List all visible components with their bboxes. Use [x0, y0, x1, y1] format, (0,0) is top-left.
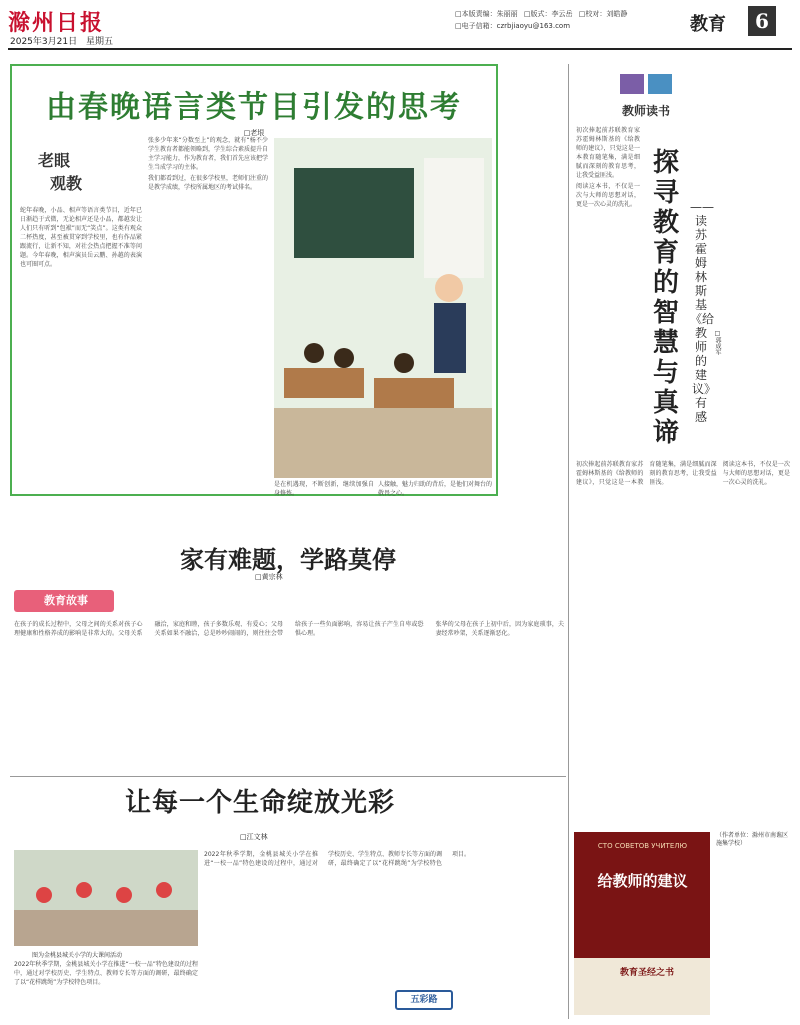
paragraph: 张多少年来“分数至上”的观念，就有“杨不少学生教育者都能领略到，学生综合素质提升自主学习能力，作为教育者，我们首先应该把学生当成学习的主体。: [148, 137, 269, 171]
book-icon: [616, 70, 676, 98]
logo-main: 老眼: [38, 151, 71, 170]
paper-name: 滁州日报: [8, 10, 105, 36]
proof-text: □校对：刘皓静: [578, 10, 628, 18]
paragraph: 是在机遇现，不断创新，继续加强自身修炼。: [274, 481, 374, 497]
article-1-col-1: [20, 206, 142, 491]
book-badge: 教育圣经之书: [620, 968, 675, 978]
column-divider: [568, 64, 569, 1019]
paragraph: 阅读这本书，不仅是一次与大师的思想对话，更是一次心灵的洗礼。: [722, 461, 790, 486]
article-1-col-4: [378, 480, 493, 497]
right-article-subtitle: ——读苏霍姆林斯基《给教师的建议》有感: [690, 200, 715, 424]
article-1-title: 由春晚语言类节目引发的思考: [46, 90, 462, 125]
paragraph: 人接触，魅力归助的背后，是他们对舞台的敬畏之心。: [378, 481, 493, 497]
book-title: 给教师的建议: [597, 872, 688, 890]
paragraph: 初次捧起前苏联教育家苏霍姆林斯基的《给教师的建议》，只觉这是一本教育随笔集，满是细腻而深刻的教育思考，让我受益匪浅。: [576, 461, 717, 486]
logo-sub: 观教: [50, 174, 83, 193]
weekday-text: 星期五: [85, 37, 113, 47]
reading-header: [586, 70, 706, 120]
article-1-author: □老垠: [243, 129, 265, 137]
section-title: 教育: [690, 14, 726, 35]
issue-date: [10, 34, 113, 47]
photo-caption: 图为金桃县城关小学的大课间活动: [32, 952, 123, 959]
article-2-author: □黄宗林: [255, 573, 283, 581]
article-3-text: [14, 960, 198, 1020]
paragraph: 初次捧起前苏联教育家苏霍姆林斯基的《给教师的建议》，只觉这是一本教育随笔集，满是细腻而深刻的教育思考，让我受益匪浅。: [576, 127, 640, 179]
column-logo: [38, 148, 108, 198]
article-3-author: □江文林: [240, 833, 268, 841]
article-1-col-3: [274, 480, 374, 497]
paragraph: 在孩子的成长过程中，父母之间的关系对孩子心理健康和性格养成的影响是非常大的。父母关系融洽，家庭和睦，孩子多数乐观、有爱心；父母关系如果不融洽，总是吵吵闹闹的，则往往会带给孩子一些负面影响，容易让孩子产生自卑或恐惧心理。: [14, 621, 424, 637]
reading-header-label: 教师读书: [621, 104, 670, 118]
paragraph: 蛇年春晚，小品、相声等语言类节目，近年已日渐趋于式微，无论相声还是小品，都越发让人们只有听到“包袱”而无“笑点”。这类有观众二杯热度，甚至被贯穿到学校里，也有作品紧跟流行，让新不知，对社会热点把握不准等问题。今年春晚，相声演员岳云鹏、孙越的表演也可圈可点。: [20, 207, 142, 268]
book-russian-title: СТО СОВЕТОВ УЧИТЕЛЮ: [597, 842, 688, 850]
editor-text: □本版责编：朱丽丽: [455, 10, 518, 18]
email-text: □电子信箱：czrbjiaoyu@163.com: [455, 22, 571, 30]
paragraph: 我们都看到过，在很多学校里，老师们注重的是教学成绩，学校所属地区的考试排名。: [148, 175, 269, 191]
classroom-illustration: [274, 138, 492, 478]
article-2-title: 家有难题，学路莫停: [180, 545, 396, 574]
article-1-col-2: [148, 136, 268, 491]
article-2-text: [14, 620, 564, 775]
editorial-meta: [455, 8, 627, 32]
page-number: 6: [748, 6, 776, 36]
author-unit: （作者单位：滁州市南谯区施集学校）: [716, 832, 789, 847]
paragraph: 张华的父母在孩子上初中后，因为家庭琐事，夫妻经常吵架，关系逐渐恶化。: [435, 621, 564, 637]
right-col-text-1: [576, 126, 640, 456]
footer-tag: 五彩路: [395, 990, 453, 1010]
article-3-title: 让每一个生命绽放光彩: [125, 788, 396, 818]
column-banner-education-story: 教育故事: [14, 590, 114, 612]
right-article-author: □郭成军: [714, 330, 721, 355]
paragraph: 阅读这本书，不仅是一次与大师的思想对话，更是一次心灵的洗礼。: [576, 183, 640, 208]
article-3-body: [204, 850, 566, 985]
paragraph: 2022年秋季学期，金桃县城关小学在推进“一校一品”特色建设的过程中，通过对学校历史、学生特点、教师专长等方面的调研，最终确定了以“花样跳绳”为学校特色项目。: [204, 851, 471, 867]
right-col-text-2: [576, 460, 790, 825]
article-1-box: [10, 64, 498, 496]
layout-text: □版式：李云岳: [523, 10, 573, 18]
jump-rope-photo: [14, 850, 198, 946]
right-article-title: 探寻教育的智慧与真谛: [652, 148, 679, 448]
masthead-rule: [8, 48, 792, 50]
divider: [10, 776, 566, 777]
paragraph: 2022年秋季学期，金桃县城关小学在推进“一校一品”特色建设的过程中，通过对学校历史、学生特点、教师专长等方面的调研，最终确定了以“花样跳绳”为学校特色项目。: [14, 961, 198, 986]
date-text: 2025年3月21日: [10, 37, 78, 47]
